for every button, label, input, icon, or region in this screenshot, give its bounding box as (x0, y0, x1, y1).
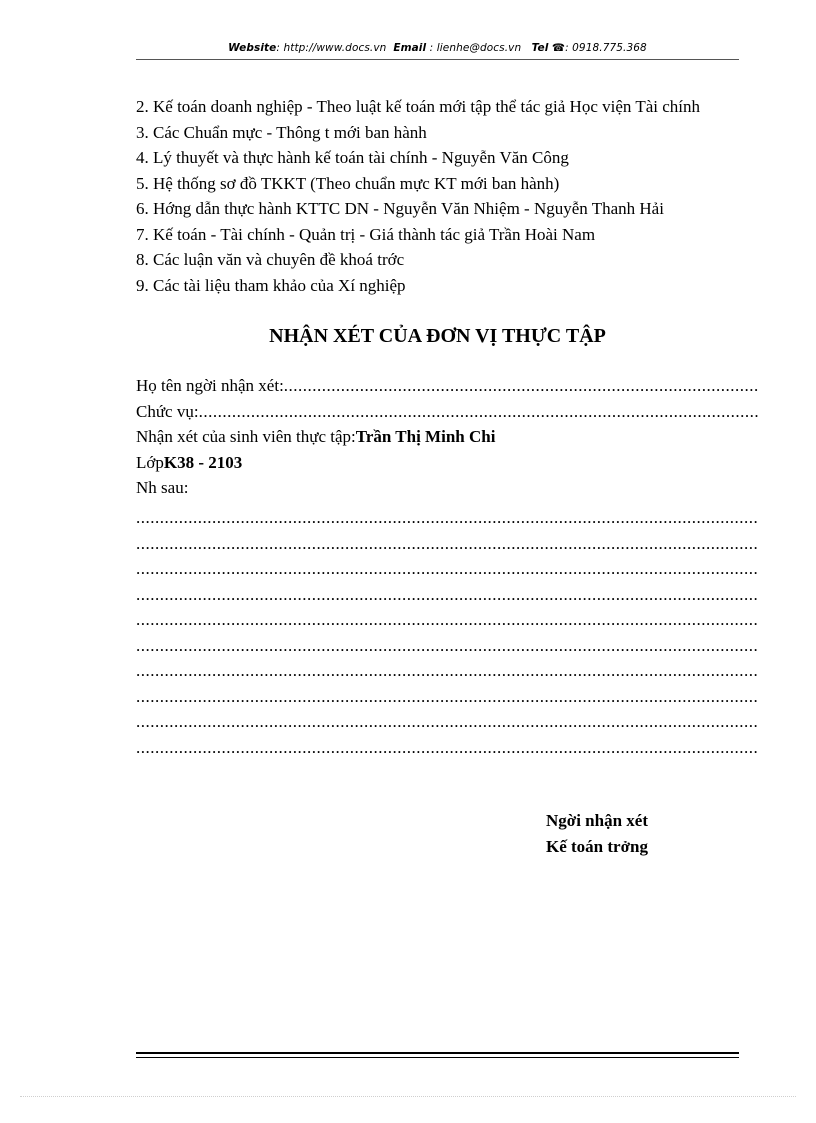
comment-row (136, 478, 758, 504)
student-name: Trần Thị Minh Chi (355, 427, 496, 446)
page-edge-dots (20, 1096, 796, 1097)
evaluation-form (136, 376, 758, 504)
comment-blank-line[interactable] (136, 585, 758, 611)
footer-rule (136, 1052, 739, 1058)
comment-blank-line[interactable] (136, 738, 758, 764)
comment-blank-line[interactable] (136, 610, 758, 636)
section-title: NHẬN XÉT CỦA ĐƠN VỊ THỰC TẬP (269, 325, 606, 347)
comment-label: Nh sau: (136, 478, 189, 497)
comment-blank-line[interactable] (136, 712, 758, 738)
email-address: : lienhe@docs.vn (429, 42, 522, 54)
reference-item: 8. Các luận văn và chuyên đề khoá trớc (136, 250, 405, 269)
phone-number: : 0918.775.368 (565, 42, 647, 54)
page-header (136, 42, 739, 54)
reviewer-name-label: Họ tên ngời nhận xét: (136, 376, 284, 395)
header-rule (136, 59, 739, 60)
reviewer-name-blank[interactable] (284, 376, 758, 396)
reference-item: 7. Kế toán - Tài chính - Quản trị - Giá thành tác giả Trần Hoài Nam (136, 224, 596, 244)
signature-role: Kế toán trởng (546, 837, 648, 856)
position-row (136, 402, 758, 428)
reviewer-name-row (136, 376, 758, 402)
reference-item: 6. Hớng dẫn thực hành KTTC DN - Nguyễn Văn Nhiệm - Nguyễn Thanh Hải (136, 199, 664, 218)
student-row (136, 427, 758, 453)
comment-blank-line[interactable] (136, 636, 758, 662)
comment-blank-line[interactable] (136, 559, 758, 585)
comment-blank-line[interactable] (136, 661, 758, 687)
class-row (136, 453, 758, 479)
reference-item: 4. Lý thuyết và thực hành kế toán tài chính - Nguyễn Văn Công (136, 148, 569, 167)
signature-title: Ngời nhận xét (546, 811, 648, 830)
student-label: Nhận xét của sinh viên thực tập: (136, 427, 356, 446)
class-value: K38 - 2103 (163, 452, 243, 472)
class-label: Lớp (136, 452, 164, 472)
phone-icon: ☎ (551, 42, 566, 54)
comment-blank-line[interactable] (136, 534, 758, 560)
reference-item: 2. Kế toán doanh nghiệp - Theo luật kế toán mới tập thể tác giả Học viện Tài chính (136, 97, 701, 116)
signature-block (546, 808, 648, 860)
website-url: : http://www.docs.vn (276, 42, 387, 54)
position-label: Chức vụ: (136, 401, 199, 421)
reference-item: 9. Các tài liệu tham khảo của Xí nghiệp (136, 275, 406, 295)
reference-item: 5. Hệ thống sơ đồ TKKT (Theo chuẩn mực KT mới ban hành) (136, 173, 560, 193)
tel-label: Tel (531, 42, 549, 54)
reference-list (136, 94, 739, 298)
email-label: Email (393, 42, 427, 54)
comment-lines (136, 508, 758, 763)
position-blank[interactable] (199, 402, 758, 422)
reference-item: 3. Các Chuẩn mực - Thông t mới ban hành (136, 122, 427, 142)
website-label: Website (228, 42, 277, 54)
comment-blank-line[interactable] (136, 687, 758, 713)
comment-blank-line[interactable] (136, 508, 758, 534)
